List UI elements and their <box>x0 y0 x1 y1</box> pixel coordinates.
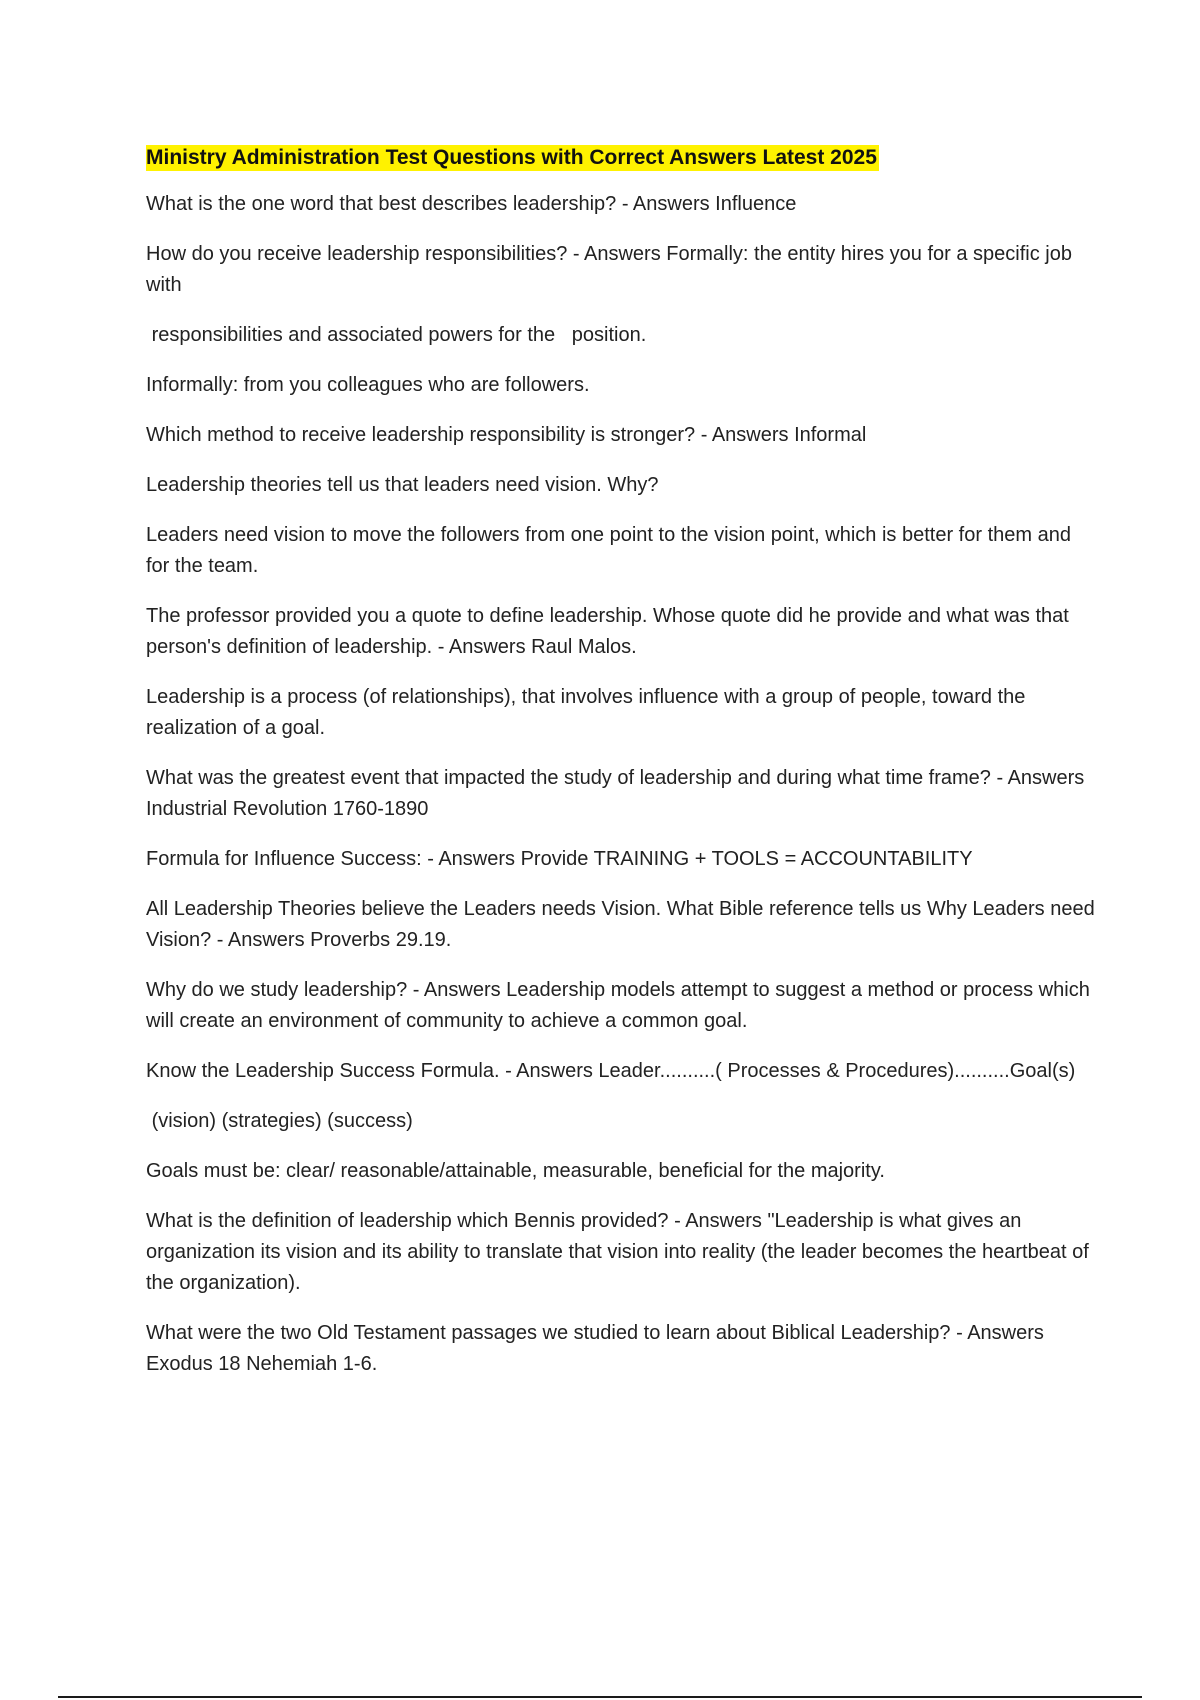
paragraph-q9: Why do we study leadership? - Answers Leadership models attempt to suggest a method or process which will create an environment of community to achieve a common goal. <box>146 979 1096 1032</box>
paragraph-q5-definition: Leadership is a process (of relationships), that involves influence with a group of people, toward the realization of a goal. <box>146 686 1031 739</box>
paragraph-q7: Formula for Influence Success: - Answers Provide TRAINING + TOOLS = ACCOUNTABILITY <box>146 848 973 870</box>
paragraph-q11: What is the definition of leadership which Bennis provided? - Answers "Leadership is what gives an organization its vision and its ability to translate that vision into reality (the leader becomes the heartbeat of the organization). <box>146 1210 1095 1294</box>
paragraph-q10: Know the Leadership Success Formula. - Answers Leader..........( Processes & Procedures)..........Goal(s) <box>146 1060 1076 1082</box>
paragraph-q10-continued: (vision) (strategies) (success) <box>146 1110 413 1132</box>
document-body <box>146 143 1101 1399</box>
footer-divider <box>58 1696 1142 1698</box>
paragraph-q3: Which method to receive leadership responsibility is stronger? - Answers Informal <box>146 424 867 446</box>
paragraph-goals: Goals must be: clear/ reasonable/attainable, measurable, beneficial for the majority. <box>146 1160 885 1182</box>
paragraph-q4-answer: Leaders need vision to move the followers from one point to the vision point, which is better for them and for the team. <box>146 524 1077 577</box>
paragraph-q2-informal: Informally: from you colleagues who are followers. <box>146 374 590 396</box>
paragraph-q12: What were the two Old Testament passages we studied to learn about Biblical Leadership? - Answers Exodus 18 Nehemiah 1-6. <box>146 1322 1050 1375</box>
paragraph-q5: The professor provided you a quote to define leadership. Whose quote did he provide and what was that person's definition of leadership. - Answers Raul Malos. <box>146 605 1075 658</box>
paragraph-q4: Leadership theories tell us that leaders need vision. Why? <box>146 474 659 496</box>
paragraph-q2: How do you receive leadership responsibilities? - Answers Formally: the entity hires you for a specific job with <box>146 243 1078 296</box>
paragraph-q8: All Leadership Theories believe the Leaders needs Vision. What Bible reference tells us Why Leaders need Vision? - Answers Proverbs 29.19. <box>146 898 1101 951</box>
document-title <box>146 143 1096 173</box>
title-highlight: Ministry Administration Test Questions with Correct Answers Latest 2025 <box>146 146 877 169</box>
paragraph-q1: What is the one word that best describes leadership? - Answers Influence <box>146 193 797 215</box>
paragraph-q2-continued: responsibilities and associated powers for the position. <box>146 324 647 346</box>
paragraph-q6: What was the greatest event that impacted the study of leadership and during what time frame? - Answers Industrial Revolution 1760-1890 <box>146 767 1090 820</box>
